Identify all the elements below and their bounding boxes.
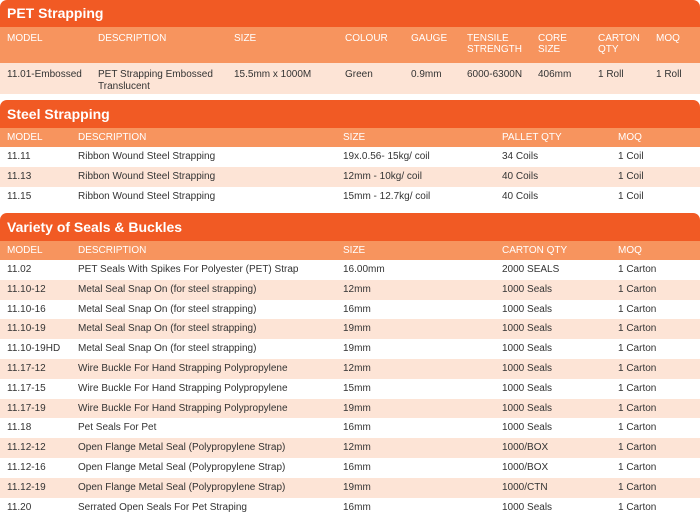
steel-cell-size: 15mm - 12.7kg/ coil bbox=[343, 191, 431, 202]
seals-cell-description: Wire Buckle For Hand Strapping Polypropylene bbox=[78, 402, 288, 414]
seals-cell-model: 11.17-19 bbox=[7, 402, 46, 414]
steel-table-body bbox=[0, 147, 700, 207]
table-row bbox=[0, 498, 700, 518]
seals-cell-model: 11.10-12 bbox=[7, 283, 46, 295]
steel-cell-qty: 40 Coils bbox=[502, 171, 539, 182]
seals-cell-description: Open Flange Metal Seal (Polypropylene Strap) bbox=[78, 461, 286, 473]
table-row bbox=[0, 319, 700, 339]
seals-cell-model: 11.12-19 bbox=[7, 481, 46, 493]
seals-cell-qty: 1000 Seals bbox=[502, 501, 553, 513]
seals-cell-description: Metal Seal Snap On (for steel strapping) bbox=[78, 303, 257, 315]
pet-strapping-title: PET Strapping bbox=[0, 0, 700, 27]
seals-cell-size: 16mm bbox=[343, 461, 371, 473]
steel-cell-size: 19x.0.56- 15kg/ coil bbox=[343, 151, 430, 162]
pet-carton-qty: 1 Roll bbox=[598, 69, 624, 80]
seals-cell-qty: 1000 Seals bbox=[502, 323, 553, 335]
seals-cell-size: 12mm bbox=[343, 283, 371, 295]
seals-header-model: MODEL bbox=[7, 245, 43, 256]
steel-strapping-title: Steel Strapping bbox=[0, 100, 700, 128]
seals-cell-qty: 1000 Seals bbox=[502, 402, 553, 414]
seals-cell-description: Pet Seals For Pet bbox=[78, 422, 157, 434]
seals-cell-description: Open Flange Metal Seal (Polypropylene Strap) bbox=[78, 442, 286, 454]
seals-buckles-section bbox=[0, 213, 700, 517]
steel-header-description: DESCRIPTION bbox=[78, 132, 147, 143]
seals-cell-size: 16mm bbox=[343, 501, 371, 513]
seals-cell-qty: 2000 SEALS bbox=[502, 264, 560, 275]
seals-cell-qty: 1000 Seals bbox=[502, 303, 553, 315]
pet-gauge: 0.9mm bbox=[411, 69, 442, 80]
seals-cell-qty: 1000 Seals bbox=[502, 283, 553, 295]
seals-cell-qty: 1000 Seals bbox=[502, 382, 553, 394]
steel-header-row bbox=[0, 128, 700, 147]
seals-header-carton-qty: CARTON QTY bbox=[502, 245, 568, 256]
table-row bbox=[0, 478, 700, 498]
table-row bbox=[0, 458, 700, 478]
seals-cell-description: Open Flange Metal Seal (Polypropylene Strap) bbox=[78, 481, 286, 493]
seals-cell-model: 11.10-16 bbox=[7, 303, 46, 315]
seals-table-body bbox=[0, 260, 700, 517]
seals-cell-moq: 1 Carton bbox=[618, 343, 657, 355]
table-row bbox=[0, 187, 700, 207]
seals-cell-model: 11.10-19HD bbox=[7, 343, 61, 355]
steel-strapping-section bbox=[0, 100, 700, 207]
steel-cell-qty: 34 Coils bbox=[502, 151, 539, 162]
seals-cell-qty: 1000 Seals bbox=[502, 362, 553, 374]
seals-cell-description: Wire Buckle For Hand Strapping Polypropylene bbox=[78, 382, 288, 394]
table-row bbox=[0, 260, 700, 280]
pet-core-size: 406mm bbox=[538, 69, 572, 80]
seals-cell-moq: 1 Carton bbox=[618, 303, 657, 315]
pet-header-size: SIZE bbox=[234, 33, 257, 44]
seals-header-moq: MOQ bbox=[618, 245, 642, 256]
seals-header-size: SIZE bbox=[343, 245, 366, 256]
steel-header-model: MODEL bbox=[7, 132, 43, 143]
pet-header-core-size: CORE SIZE bbox=[538, 33, 567, 55]
pet-header-tensile-strength: TENSILE STRENGTH bbox=[467, 33, 522, 55]
seals-header-description: DESCRIPTION bbox=[78, 245, 147, 256]
seals-cell-moq: 1 Carton bbox=[618, 442, 657, 454]
table-row bbox=[0, 379, 700, 399]
seals-cell-description: PET Seals With Spikes For Polyester (PET) Strap bbox=[78, 264, 299, 275]
seals-buckles-title: Variety of Seals & Buckles bbox=[0, 213, 700, 241]
steel-cell-description: Ribbon Wound Steel Strapping bbox=[78, 151, 216, 162]
pet-header-row bbox=[0, 27, 700, 63]
seals-cell-moq: 1 Carton bbox=[618, 422, 657, 434]
seals-cell-moq: 1 Carton bbox=[618, 501, 657, 513]
seals-cell-qty: 1000/CTN bbox=[502, 481, 548, 493]
seals-cell-size: 19mm bbox=[343, 481, 371, 493]
steel-header-moq: MOQ bbox=[618, 132, 642, 143]
pet-header-gauge: GAUGE bbox=[411, 33, 448, 44]
steel-cell-moq: 1 Coil bbox=[618, 191, 644, 202]
pet-table-row bbox=[0, 63, 700, 94]
seals-cell-size: 12mm bbox=[343, 442, 371, 454]
pet-header-colour: COLOUR bbox=[345, 33, 388, 44]
seals-cell-size: 19mm bbox=[343, 323, 371, 335]
seals-cell-qty: 1000/BOX bbox=[502, 442, 549, 454]
table-row bbox=[0, 339, 700, 359]
pet-header-model: MODEL bbox=[7, 33, 43, 44]
pet-strapping-section bbox=[0, 0, 700, 94]
seals-cell-model: 11.18 bbox=[7, 422, 32, 434]
seals-cell-moq: 1 Carton bbox=[618, 283, 657, 295]
steel-cell-model: 11.15 bbox=[7, 191, 32, 202]
seals-cell-model: 11.10-19 bbox=[7, 323, 46, 335]
pet-tensile-strength: 6000-6300N bbox=[467, 69, 523, 80]
seals-cell-description: Wire Buckle For Hand Strapping Polypropylene bbox=[78, 362, 288, 374]
seals-cell-size: 16mm bbox=[343, 422, 371, 434]
steel-cell-description: Ribbon Wound Steel Strapping bbox=[78, 171, 216, 182]
table-row bbox=[0, 147, 700, 167]
seals-cell-size: 15mm bbox=[343, 382, 371, 394]
pet-size: 15.5mm x 1000M bbox=[234, 69, 312, 80]
pet-header-moq: MOQ bbox=[656, 33, 680, 44]
seals-cell-model: 11.20 bbox=[7, 501, 32, 513]
seals-cell-moq: 1 Carton bbox=[618, 362, 657, 374]
table-row bbox=[0, 438, 700, 458]
seals-cell-moq: 1 Carton bbox=[618, 481, 657, 493]
seals-cell-description: Metal Seal Snap On (for steel strapping) bbox=[78, 283, 257, 295]
pet-description: PET Strapping Embossed Translucent bbox=[98, 69, 213, 92]
seals-cell-model: 11.12-16 bbox=[7, 461, 46, 473]
seals-cell-moq: 1 Carton bbox=[618, 461, 657, 473]
steel-cell-model: 11.13 bbox=[7, 171, 32, 182]
seals-cell-model: 11.17-12 bbox=[7, 362, 46, 374]
pet-header-carton-qty: CARTON QTY bbox=[598, 33, 640, 55]
steel-cell-moq: 1 Coil bbox=[618, 151, 644, 162]
seals-cell-description: Serrated Open Seals For Pet Straping bbox=[78, 501, 247, 513]
steel-header-size: SIZE bbox=[343, 132, 366, 143]
table-row bbox=[0, 418, 700, 438]
steel-cell-description: Ribbon Wound Steel Strapping bbox=[78, 191, 216, 202]
seals-cell-description: Metal Seal Snap On (for steel strapping) bbox=[78, 343, 257, 355]
seals-cell-qty: 1000 Seals bbox=[502, 343, 553, 355]
seals-cell-moq: 1 Carton bbox=[618, 382, 657, 394]
steel-header-pallet-qty: PALLET QTY bbox=[502, 132, 562, 143]
seals-cell-model: 11.17-15 bbox=[7, 382, 46, 394]
table-row bbox=[0, 359, 700, 379]
steel-cell-moq: 1 Coil bbox=[618, 171, 644, 182]
table-row bbox=[0, 399, 700, 419]
seals-cell-moq: 1 Carton bbox=[618, 402, 657, 414]
steel-cell-model: 11.11 bbox=[7, 151, 31, 162]
steel-cell-size: 12mm - 10kg/ coil bbox=[343, 171, 422, 182]
table-row bbox=[0, 167, 700, 187]
steel-cell-qty: 40 Coils bbox=[502, 191, 539, 202]
seals-cell-size: 16mm bbox=[343, 303, 371, 315]
seals-cell-model: 11.02 bbox=[7, 264, 32, 275]
seals-cell-size: 16.00mm bbox=[343, 264, 385, 275]
seals-cell-size: 19mm bbox=[343, 402, 371, 414]
pet-header-description: DESCRIPTION bbox=[98, 33, 167, 44]
pet-colour: Green bbox=[345, 69, 373, 80]
table-row bbox=[0, 280, 700, 300]
seals-cell-qty: 1000 Seals bbox=[502, 422, 553, 434]
pet-moq: 1 Roll bbox=[656, 69, 682, 80]
seals-cell-description: Metal Seal Snap On (for steel strapping) bbox=[78, 323, 257, 335]
pet-model: 11.01-Embossed bbox=[7, 69, 82, 80]
seals-cell-moq: 1 Carton bbox=[618, 323, 657, 335]
seals-cell-model: 11.12-12 bbox=[7, 442, 46, 454]
seals-cell-size: 12mm bbox=[343, 362, 371, 374]
table-row bbox=[0, 300, 700, 320]
seals-cell-moq: 1 Carton bbox=[618, 264, 657, 275]
seals-cell-size: 19mm bbox=[343, 343, 371, 355]
seals-cell-qty: 1000/BOX bbox=[502, 461, 549, 473]
seals-header-row bbox=[0, 241, 700, 260]
